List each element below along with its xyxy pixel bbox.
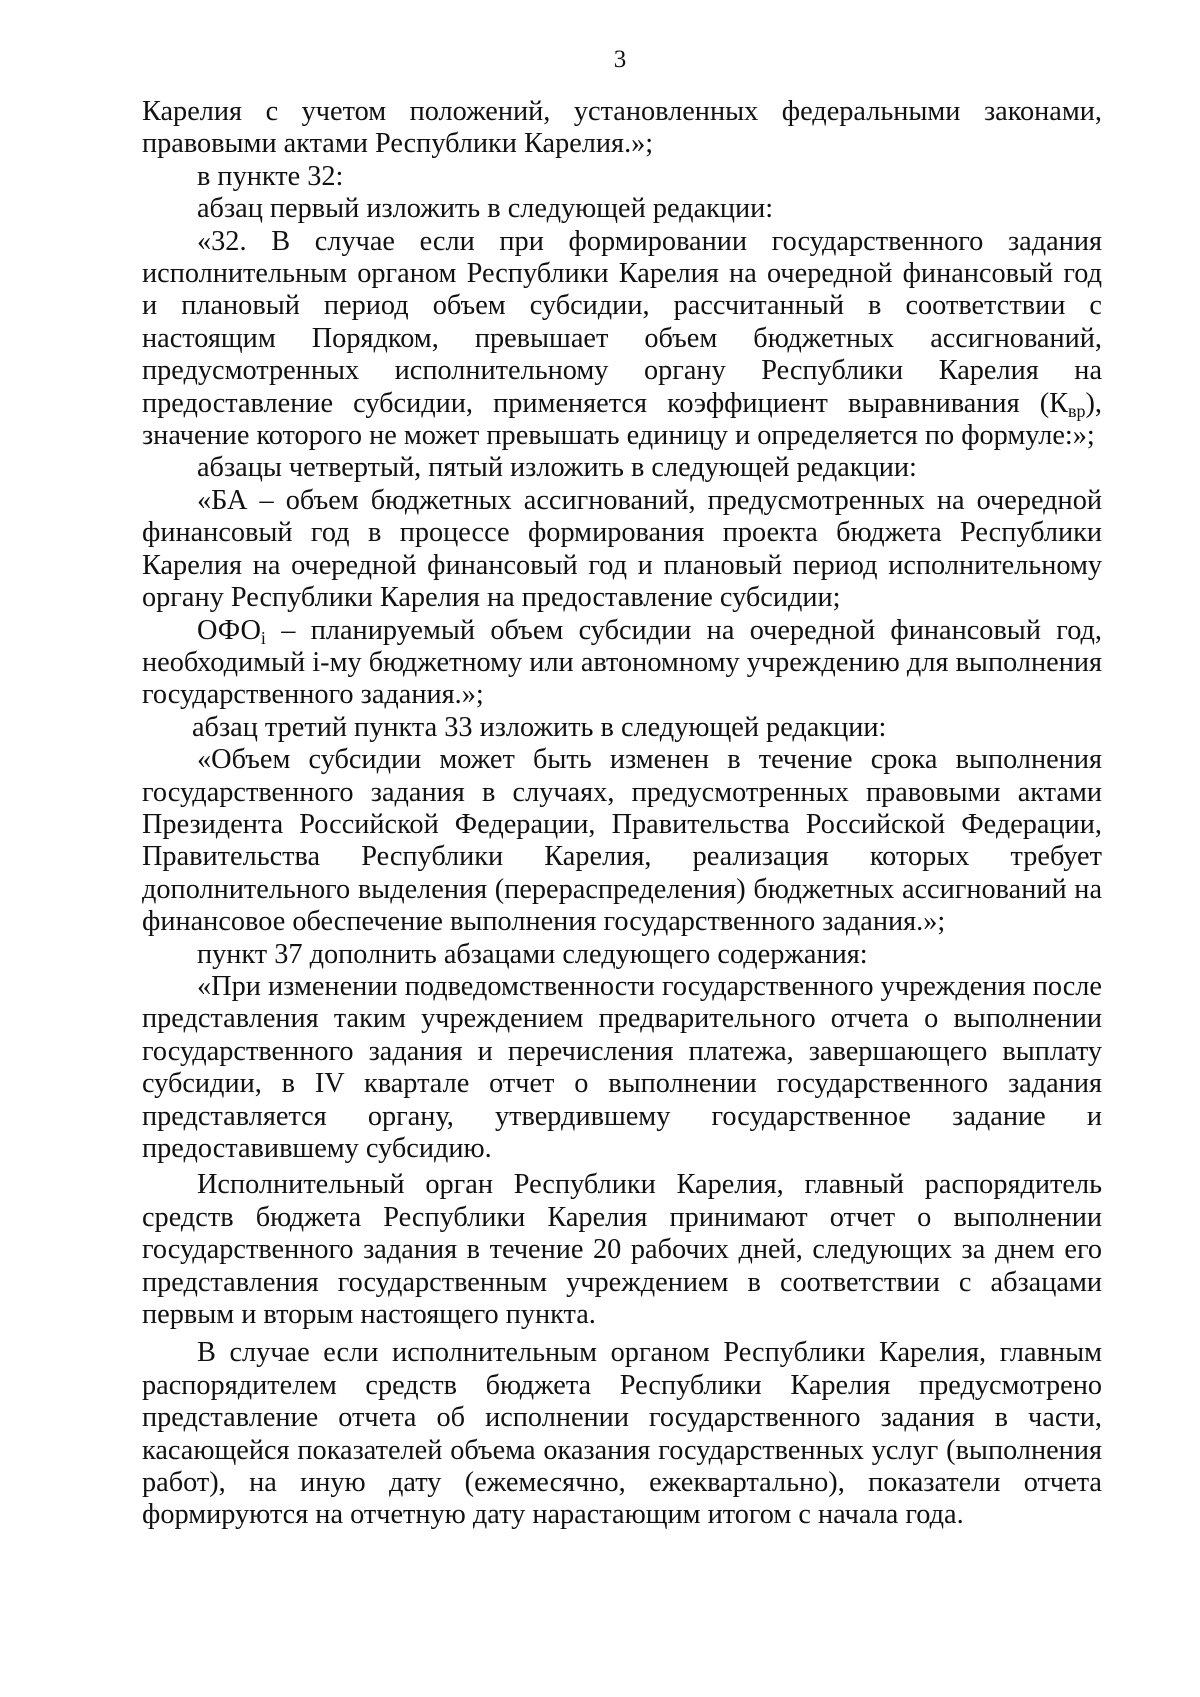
document-body [142,96,1102,1532]
ofo-subscript: i [260,627,266,648]
paragraph-instruction-first: абзац первый изложить в следующей редакции: [197,193,774,225]
clause-32-text-before: «32. В случае если при формировании государственного задания исполнительным органом Республики Карелия на очередной финансовый год и плановый период объем субсидии, рассчитанный в соответствии с настоящим Порядком, превышает объем бюджетных ассигнований, предусмотренных исполнительному органу Республики Карелия на предоставление субсидии, применяется коэффициент выравнивания (К [142,225,1102,419]
paragraph-clause-32-intro: в пункте 32: [197,160,344,192]
page-number: 3 [613,46,627,73]
paragraph-ba-definition: «БА – объем бюджетных ассигнований, предусмотренных на очередной финансовый год в процессе формирования проекта бюджета Республики Карелия на очередной финансовый год и плановый период исполнительному органу Республики Карелия на предоставление субсидии; [142,484,1102,614]
ofo-text-before: ОФО [197,614,261,646]
paragraph-subsidy-change: «Объем субсидии может быть изменен в течение срока выполнения государственного задания в случаях, предусмотренных правовыми актами Президента Российской Федерации, Правительства Российской Федерации, Правительства Республики Карелия, реализация которых требует дополнительного выделения (перераспределения) бюджетных ассигнований на финансовое обеспечение выполнения государственного задания.»; [142,744,1102,938]
paragraph-report-frequency: В случае если исполнительным органом Республики Карелия, главным распорядителем средств бюджета Республики Карелия предусмотрено представление отчета об исполнении государственного задания в части, касающейся показателей объема оказания государственных услуг (выполнения работ), на иную дату (ежемесячно, ежеквартально), показатели отчета формируются на отчетную дату нарастающим итогом с начала года. [142,1337,1102,1531]
paragraph-continuation: Карелия с учетом положений, установленных федеральными законами, правовыми актами Республики Карелия.»; [142,96,1102,160]
clause-32-text-after: ), значение которого не может превышать единицу и определяется по формуле:»; [142,387,1102,452]
coefficient-subscript: вр [1068,400,1086,421]
paragraph-instruction-fourth-fifth: абзацы четвертый, пятый изложить в следующей редакции: [197,452,917,484]
paragraph-instruction-clause-37: пункт 37 дополнить абзацами следующего содержания: [197,938,868,970]
paragraph-ofo-definition [142,615,1102,712]
paragraph-subordination-change: «При изменении подведомственности государственного учреждения после представления таким учреждением предварительного отчета о выполнении государственного задания и перечисления платежа, завершающего выплату субсидии, в IV квартале отчет о выполнении государственного задания представляется органу, утвердившему государственное задание и предоставившему субсидию. [142,970,1102,1164]
paragraph-instruction-clause-33: абзац третий пункта 33 изложить в следующей редакции: [192,711,887,743]
paragraph-clause-32-text [142,226,1102,453]
ofo-text-after: – планируемый объем субсидии на очередной финансовый год, необходимый i-му бюджетному или автономному учреждению для выполнения государственного задания.»; [142,614,1102,711]
paragraph-report-acceptance: Исполнительный орган Республики Карелия, главный распорядитель средств бюджета Республики Карелия принимают отчет о выполнении государственного задания в течение 20 рабочих дней, следующих за днем его представления государственным учреждением в соответствии с абзацами первым и вторым настоящего пункта. [142,1169,1102,1331]
